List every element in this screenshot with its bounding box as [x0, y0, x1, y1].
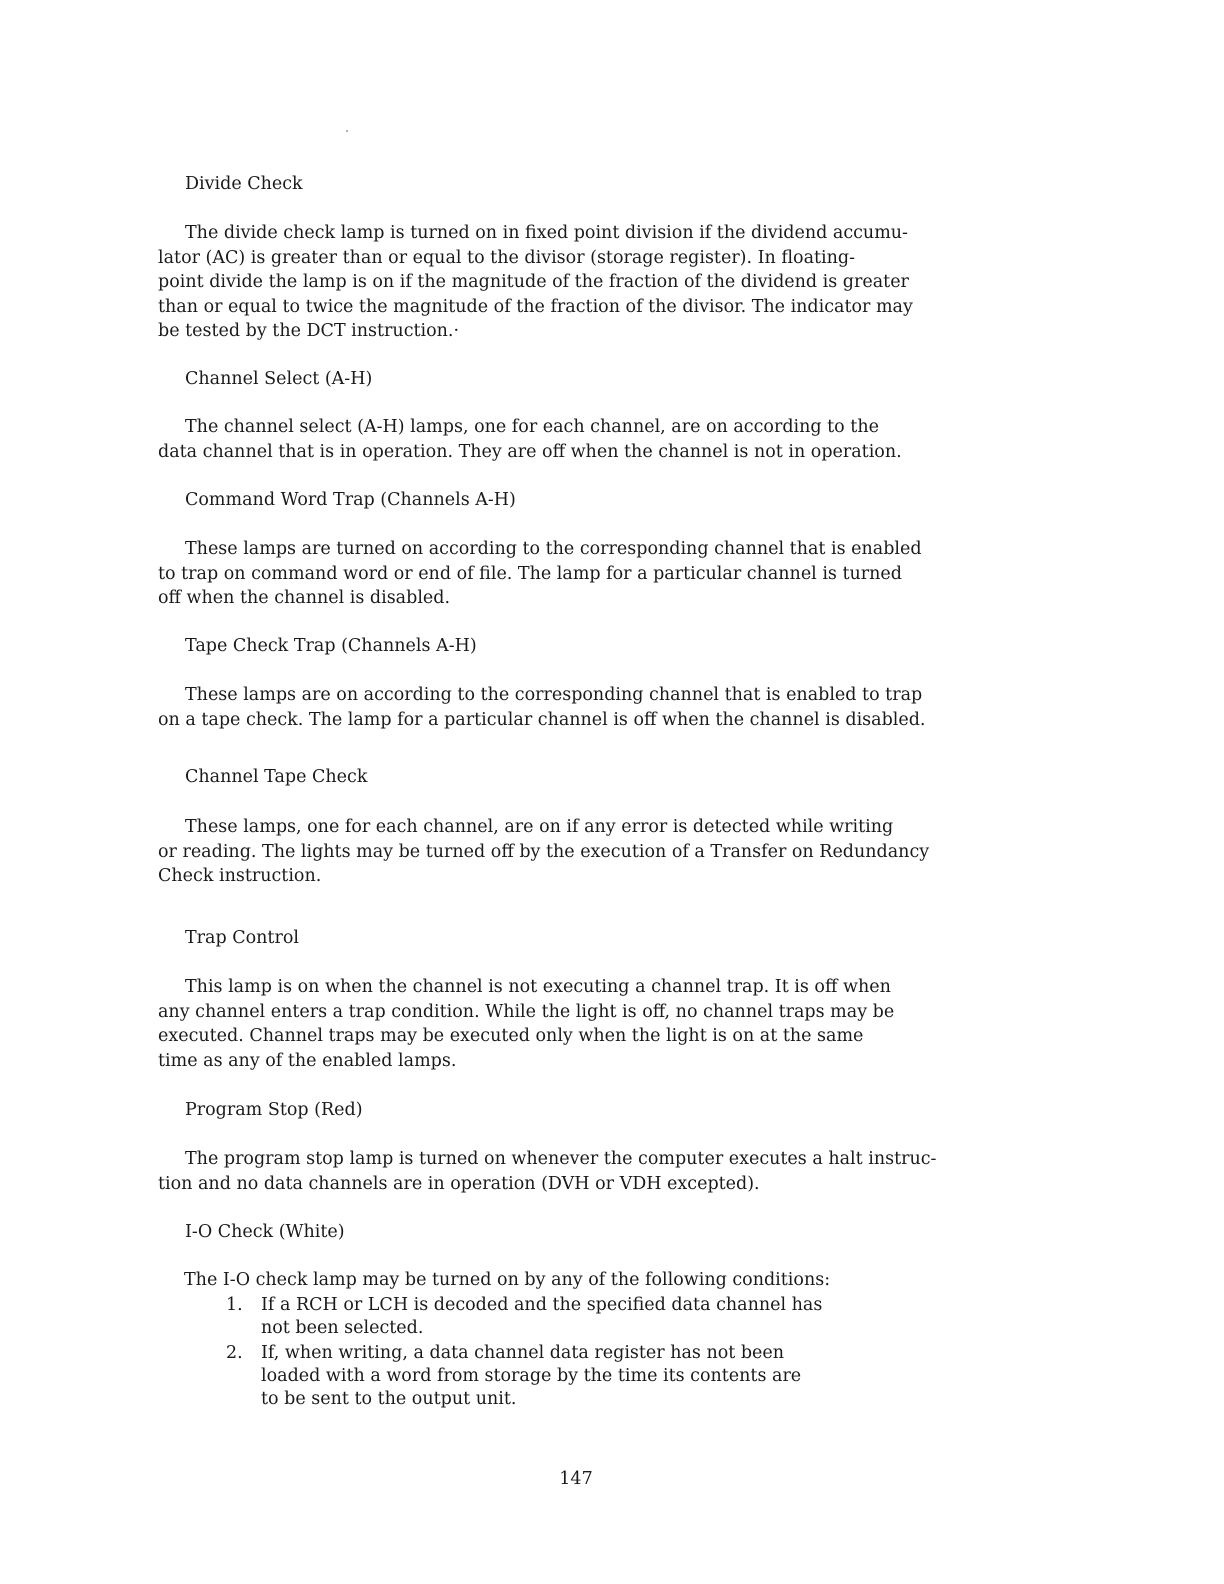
section-heading-io-check: I-O Check (White) [185, 1222, 345, 1242]
body-line: time as any of the enabled lamps. [158, 1050, 457, 1071]
section-heading-channel-select: Channel Select (A-H) [185, 369, 373, 389]
body-line: The channel select (A-H) lamps, one for each channel, are on according to the [185, 417, 879, 437]
body-line: These lamps are on according to the corresponding channel that is enabled to trap [185, 685, 923, 705]
section-heading-command-word-trap: Command Word Trap (Channels A-H) [185, 490, 516, 510]
section-body-divide-check [158, 221, 1018, 344]
io-check-conditions-list [226, 1294, 926, 1413]
body-line: any channel enters a trap condition. While the light is off, no channel traps may be [158, 1001, 895, 1022]
page-number: 147 [559, 1469, 593, 1489]
section-heading-program-stop: Program Stop (Red) [185, 1100, 363, 1120]
body-line: These lamps, one for each channel, are on if any error is detected while writing [185, 817, 894, 837]
body-line: lator (AC) is greater than or equal to the divisor (storage register). In floating- [158, 247, 856, 268]
list-item-line: not been selected. [261, 1318, 424, 1338]
list-item-number: 1. [226, 1295, 243, 1315]
section-heading-trap-control: Trap Control [185, 928, 299, 948]
body-line: point divide the lamp is on if the magnitude of the fraction of the dividend is greater [158, 272, 909, 292]
section-body-tape-check-trap [158, 683, 1018, 732]
list-item-line: loaded with a word from storage by the time its contents are [261, 1366, 802, 1386]
body-line: executed. Channel traps may be executed only when the light is on at the same [158, 1026, 864, 1046]
body-line: data channel that is in operation. They are off when the channel is not in operation. [158, 441, 902, 462]
section-body-channel-select [158, 415, 1018, 464]
list-item-line: If, when writing, a data channel data register has not been [261, 1343, 785, 1363]
section-body-trap-control [158, 975, 1018, 1073]
scan-speck [346, 130, 348, 132]
body-line: The divide check lamp is turned on in fixed point division if the dividend accumu- [185, 223, 908, 243]
body-line: These lamps are turned on according to the corresponding channel that is enabled [185, 539, 922, 559]
section-heading-channel-tape-check: Channel Tape Check [185, 767, 368, 787]
list-item-line: to be sent to the output unit. [261, 1389, 517, 1409]
body-line: than or equal to twice the magnitude of the fraction of the divisor. The indicator may [158, 296, 913, 317]
section-heading-divide-check: Divide Check [185, 174, 303, 194]
section-heading-tape-check-trap: Tape Check Trap (Channels A-H) [185, 636, 477, 656]
body-line: be tested by the DCT instruction.· [158, 321, 460, 341]
section-body-program-stop [158, 1147, 1018, 1196]
io-check-intro: The I-O check lamp may be turned on by any of the following conditions: [184, 1270, 831, 1290]
list-item-line: If a RCH or LCH is decoded and the specified data channel has [261, 1295, 823, 1315]
body-line: off when the channel is disabled. [158, 588, 451, 608]
section-body-channel-tape-check [158, 815, 1018, 889]
body-line: tion and no data channels are in operation (DVH or VDH excepted). [158, 1173, 760, 1194]
list-item [226, 1294, 926, 1340]
body-line: or reading. The lights may be turned off by the execution of a Transfer on Redundancy [158, 841, 930, 862]
list-item [226, 1342, 926, 1411]
body-line: This lamp is on when the channel is not executing a channel trap. It is off when [185, 977, 891, 997]
section-body-command-word-trap [158, 537, 1018, 611]
body-line: Check instruction. [158, 866, 322, 886]
body-line: to trap on command word or end of file. The lamp for a particular channel is turned [158, 563, 902, 584]
body-line: on a tape check. The lamp for a particular channel is off when the channel is disabled. [158, 709, 926, 730]
body-line: The program stop lamp is turned on whenever the computer executes a halt instruc- [185, 1149, 937, 1169]
list-item-number: 2. [226, 1343, 243, 1363]
